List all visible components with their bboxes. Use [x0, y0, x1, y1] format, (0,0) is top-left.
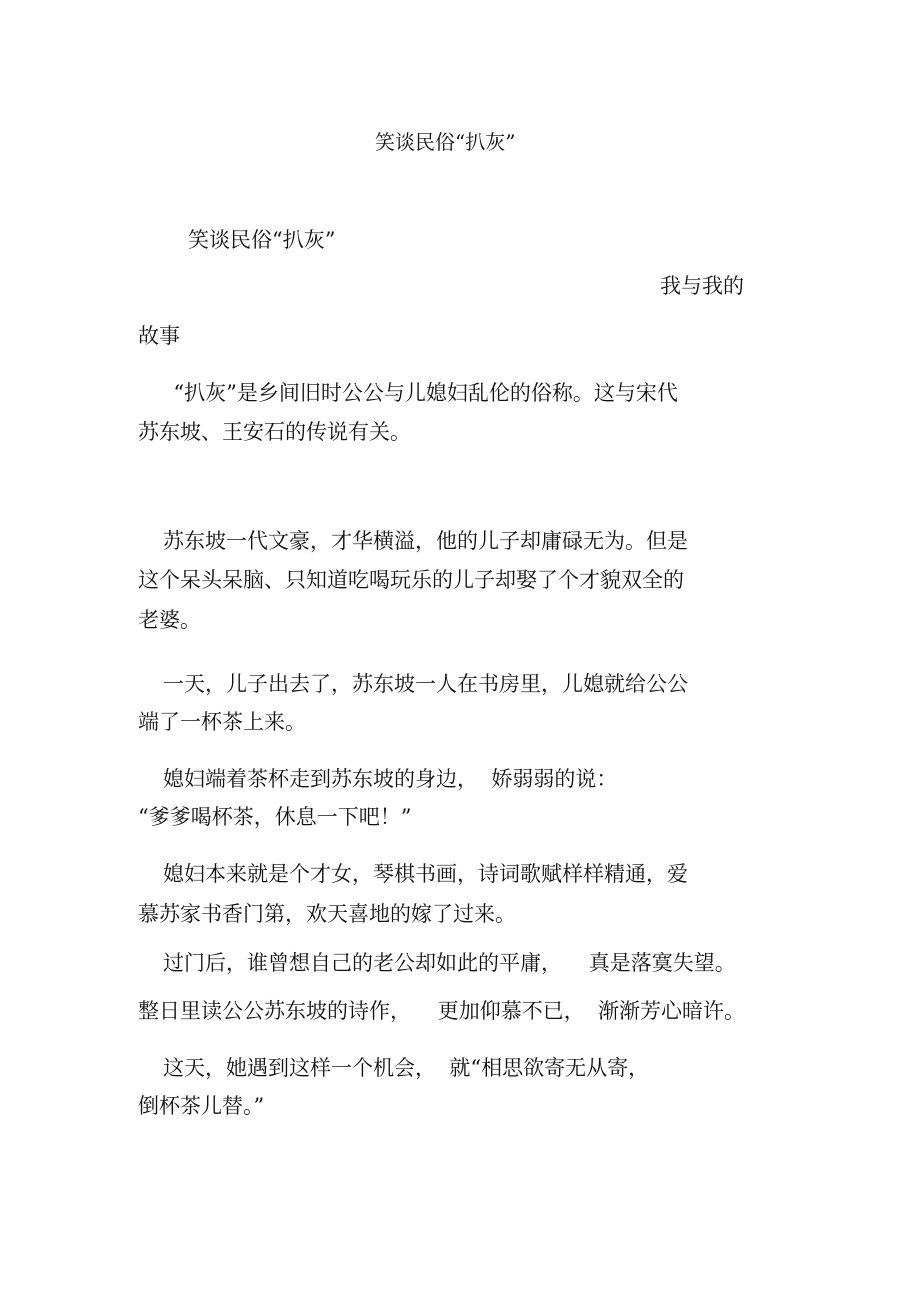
paragraph-line: 过门后，谁曾想自己的老公却如此的平庸， 真是落寞失望。 [163, 951, 736, 975]
paragraph-line: 媳妇本来就是个才女，琴棋书画，诗词歌赋样样精通，爱 [163, 862, 688, 886]
paragraph-line: 倒杯茶儿替。” [138, 1094, 265, 1118]
author-line-1: 我与我的 [660, 274, 744, 298]
author-line-2: 故事 [138, 324, 180, 348]
paragraph-line: “扒灰”是乡间旧时公公与儿媳妇乱伦的俗称。这与宋代 [160, 381, 678, 405]
paragraph-line: “爹爹喝杯茶，休息一下吧！” [138, 805, 412, 829]
paragraph-line: 苏东坡、王安石的传说有关。 [138, 420, 411, 444]
paragraph-line: 媳妇端着茶杯走到苏东坡的身边， 娇弱弱的说： [163, 767, 618, 791]
page-title: 笑谈民俗“扒灰” [375, 130, 516, 154]
paragraph-line: 端了一杯茶上来。 [138, 710, 306, 734]
paragraph-line: 老婆。 [138, 608, 201, 632]
paragraph-line: 这个呆头呆脑、只知道吃喝玩乐的儿子却娶了个才貌双全的 [138, 568, 684, 592]
paragraph-line: 苏东坡一代文豪，才华横溢，他的儿子却庸碌无为。但是 [163, 529, 688, 553]
paragraph-line: 整日里读公公苏东坡的诗作， 更加仰慕不已， 渐渐芳心暗许。 [138, 999, 746, 1023]
paragraph-line: 这天，她遇到这样一个机会， 就“相思欲寄无从寄， [163, 1056, 650, 1080]
article-subtitle: 笑谈民俗“扒灰” [188, 228, 336, 252]
paragraph-line: 一天，儿子出去了，苏东坡一人在书房里，儿媳就给公公 [163, 672, 688, 696]
paragraph-line: 慕苏家书香门第，欢天喜地的嫁了过来。 [138, 902, 516, 926]
